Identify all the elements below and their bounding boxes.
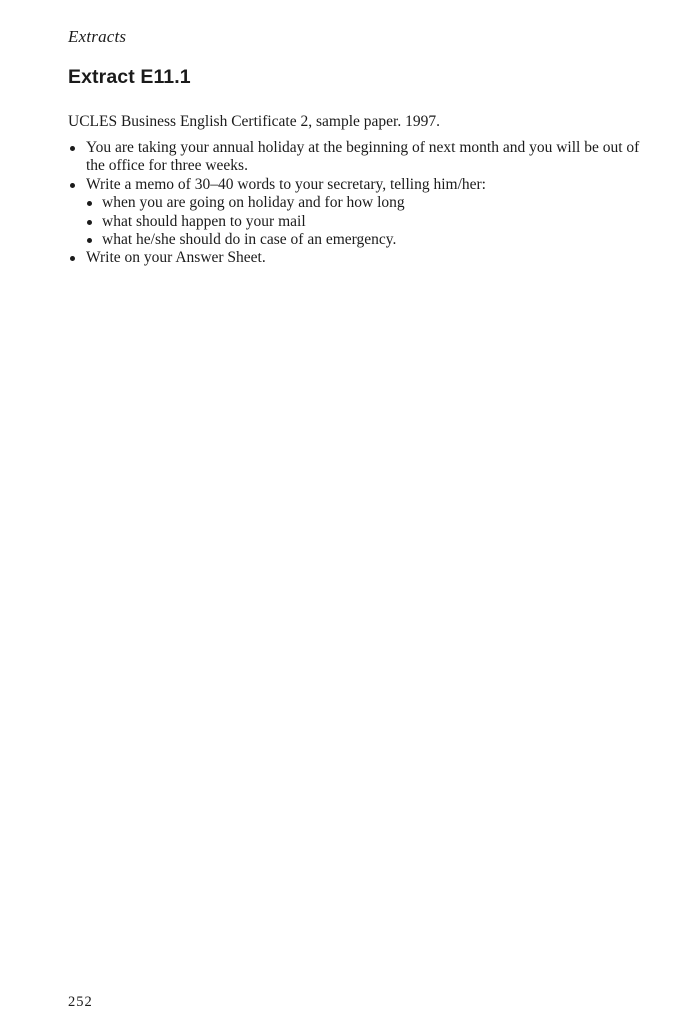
sub-list-item	[68, 194, 658, 212]
list-item-text: You are taking your annual holiday at the beginning of next month and you will be out of the office for three weeks.	[86, 139, 640, 175]
list-item-text: what he/she should do in case of an emergency.	[102, 231, 397, 249]
bullet-icon	[70, 146, 75, 151]
bullet-icon	[70, 183, 75, 188]
list-item-text: when you are going on holiday and for how long	[102, 194, 405, 212]
list-item-text: Write on your Answer Sheet.	[86, 249, 266, 267]
instruction-list	[68, 139, 658, 268]
list-item-text: Write a memo of 30–40 words to your secretary, telling him/her:	[86, 175, 486, 193]
list-item	[68, 249, 658, 267]
sub-list-item	[68, 213, 658, 231]
bullet-icon	[87, 220, 92, 225]
list-item-text: what should happen to your mail	[102, 212, 306, 230]
running-head: Extracts	[68, 27, 127, 46]
list-item	[68, 139, 658, 176]
list-item	[68, 176, 658, 194]
extract-heading: Extract E11.1	[68, 66, 191, 88]
bullet-icon	[87, 238, 92, 243]
sub-list-item	[68, 231, 658, 249]
source-citation: UCLES Business English Certificate 2, sample paper. 1997.	[68, 113, 440, 130]
bullet-icon	[87, 201, 92, 206]
page-number: 252	[68, 994, 93, 1010]
bullet-icon	[70, 256, 75, 261]
